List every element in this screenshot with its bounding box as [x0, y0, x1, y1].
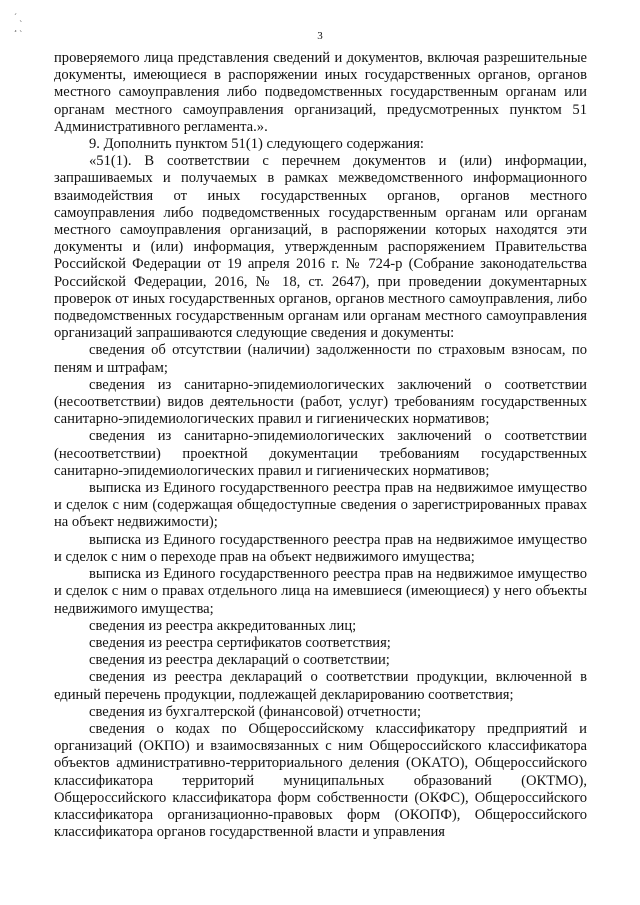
paragraph: сведения из реестра деклараций о соответствии продукции, включенной в единый перечень продукции, подлежащей декларированию соответствия;: [54, 669, 587, 703]
paragraph: сведения из реестра деклараций о соответствии;: [89, 652, 390, 669]
paragraph: сведения о кодах по Общероссийскому классификатору предприятий и организаций (ОКПО) и взаимосвязанных с ним Общероссийского классификатора объектов административно-территориального деления (ОКАТО), Общероссийского классификатора территорий муниципальных образований (ОКТМО), Общероссийского классификатора форм собственности (ОКФС), Общероссийского классификатора организационно-правовых форм (ОКОПФ), Общероссийского классификатора органов государственной власти и управления: [54, 720, 587, 841]
page-number: 3: [317, 30, 323, 42]
paragraph: выписка из Единого государственного реестра прав на недвижимое имущество и сделок с ним (содержащая общедоступные сведения о зарегистрированных правах на объект недвижимости);: [54, 480, 587, 531]
paragraph: сведения об отсутствии (наличии) задолженности по страховым взносам, по пеням и штрафам;: [54, 342, 587, 376]
paragraph: 9. Дополнить пунктом 51(1) следующего содержания:: [89, 136, 424, 153]
paragraph: сведения из санитарно-эпидемиологических заключений о соответствии (несоответствии) проектной документации требованиям государственных санитарно-эпидемиологических правил и гигиенических нормативов;: [54, 428, 587, 479]
paragraph: сведения из санитарно-эпидемиологических заключений о соответствии (несоответствии) видов деятельности (работ, услуг) требованиям государственных санитарно-эпидемиологических правил и гигиенических нормативов;: [54, 376, 587, 428]
paragraph: сведения из реестра сертификатов соответствия;: [89, 634, 391, 651]
document-body: [54, 50, 587, 841]
scan-marks: ´ ˎ ¸ ˏ: [14, 12, 23, 32]
paragraph: сведения из реестра аккредитованных лиц;: [89, 617, 357, 634]
paragraph: выписка из Единого государственного реестра прав на недвижимое имущество и сделок с ним о переходе прав на объект недвижимого имущества;: [54, 531, 587, 565]
paragraph: выписка из Единого государственного реестра прав на недвижимое имущество и сделок с ним о правах отдельного лица на имевшиеся (имеющиеся) у него объекты недвижимого имущества;: [54, 566, 587, 617]
paragraph: сведения из бухгалтерской (финансовой) отчетности;: [89, 703, 422, 720]
paragraph: проверяемого лица представления сведений и документов, включая разрешительные документы, имеющиеся в распоряжении иных государственных органов, органов местного самоуправления либо подведомственных государственным органам или органам местного самоуправления организаций, предусмотренных пунктом 51 Административного регламента.».: [54, 50, 587, 135]
paragraph: «51(1). В соответствии с перечнем документов и (или) информации, запрашиваемых и получаемых в рамках межведомственного информационного взаимодействия от иных государственных органов, органов местного самоуправления либо подведомственных государственным органам или органам местного самоуправления организаций, в распоряжении которых находятся эти документы и (или) информация, утвержденным распоряжением Правительства Российской Федерации от 19 апреля 2016 г. № 724-р (Собрание законодательства Российской Федерации, 2016, № 18, ст. 2647), при проведении документарных проверок от иных государственных органов, органов местного самоуправления, либо подведомственных государственным органам или органам местного самоуправления организаций запрашиваются следующие сведения и документы:: [54, 153, 587, 342]
